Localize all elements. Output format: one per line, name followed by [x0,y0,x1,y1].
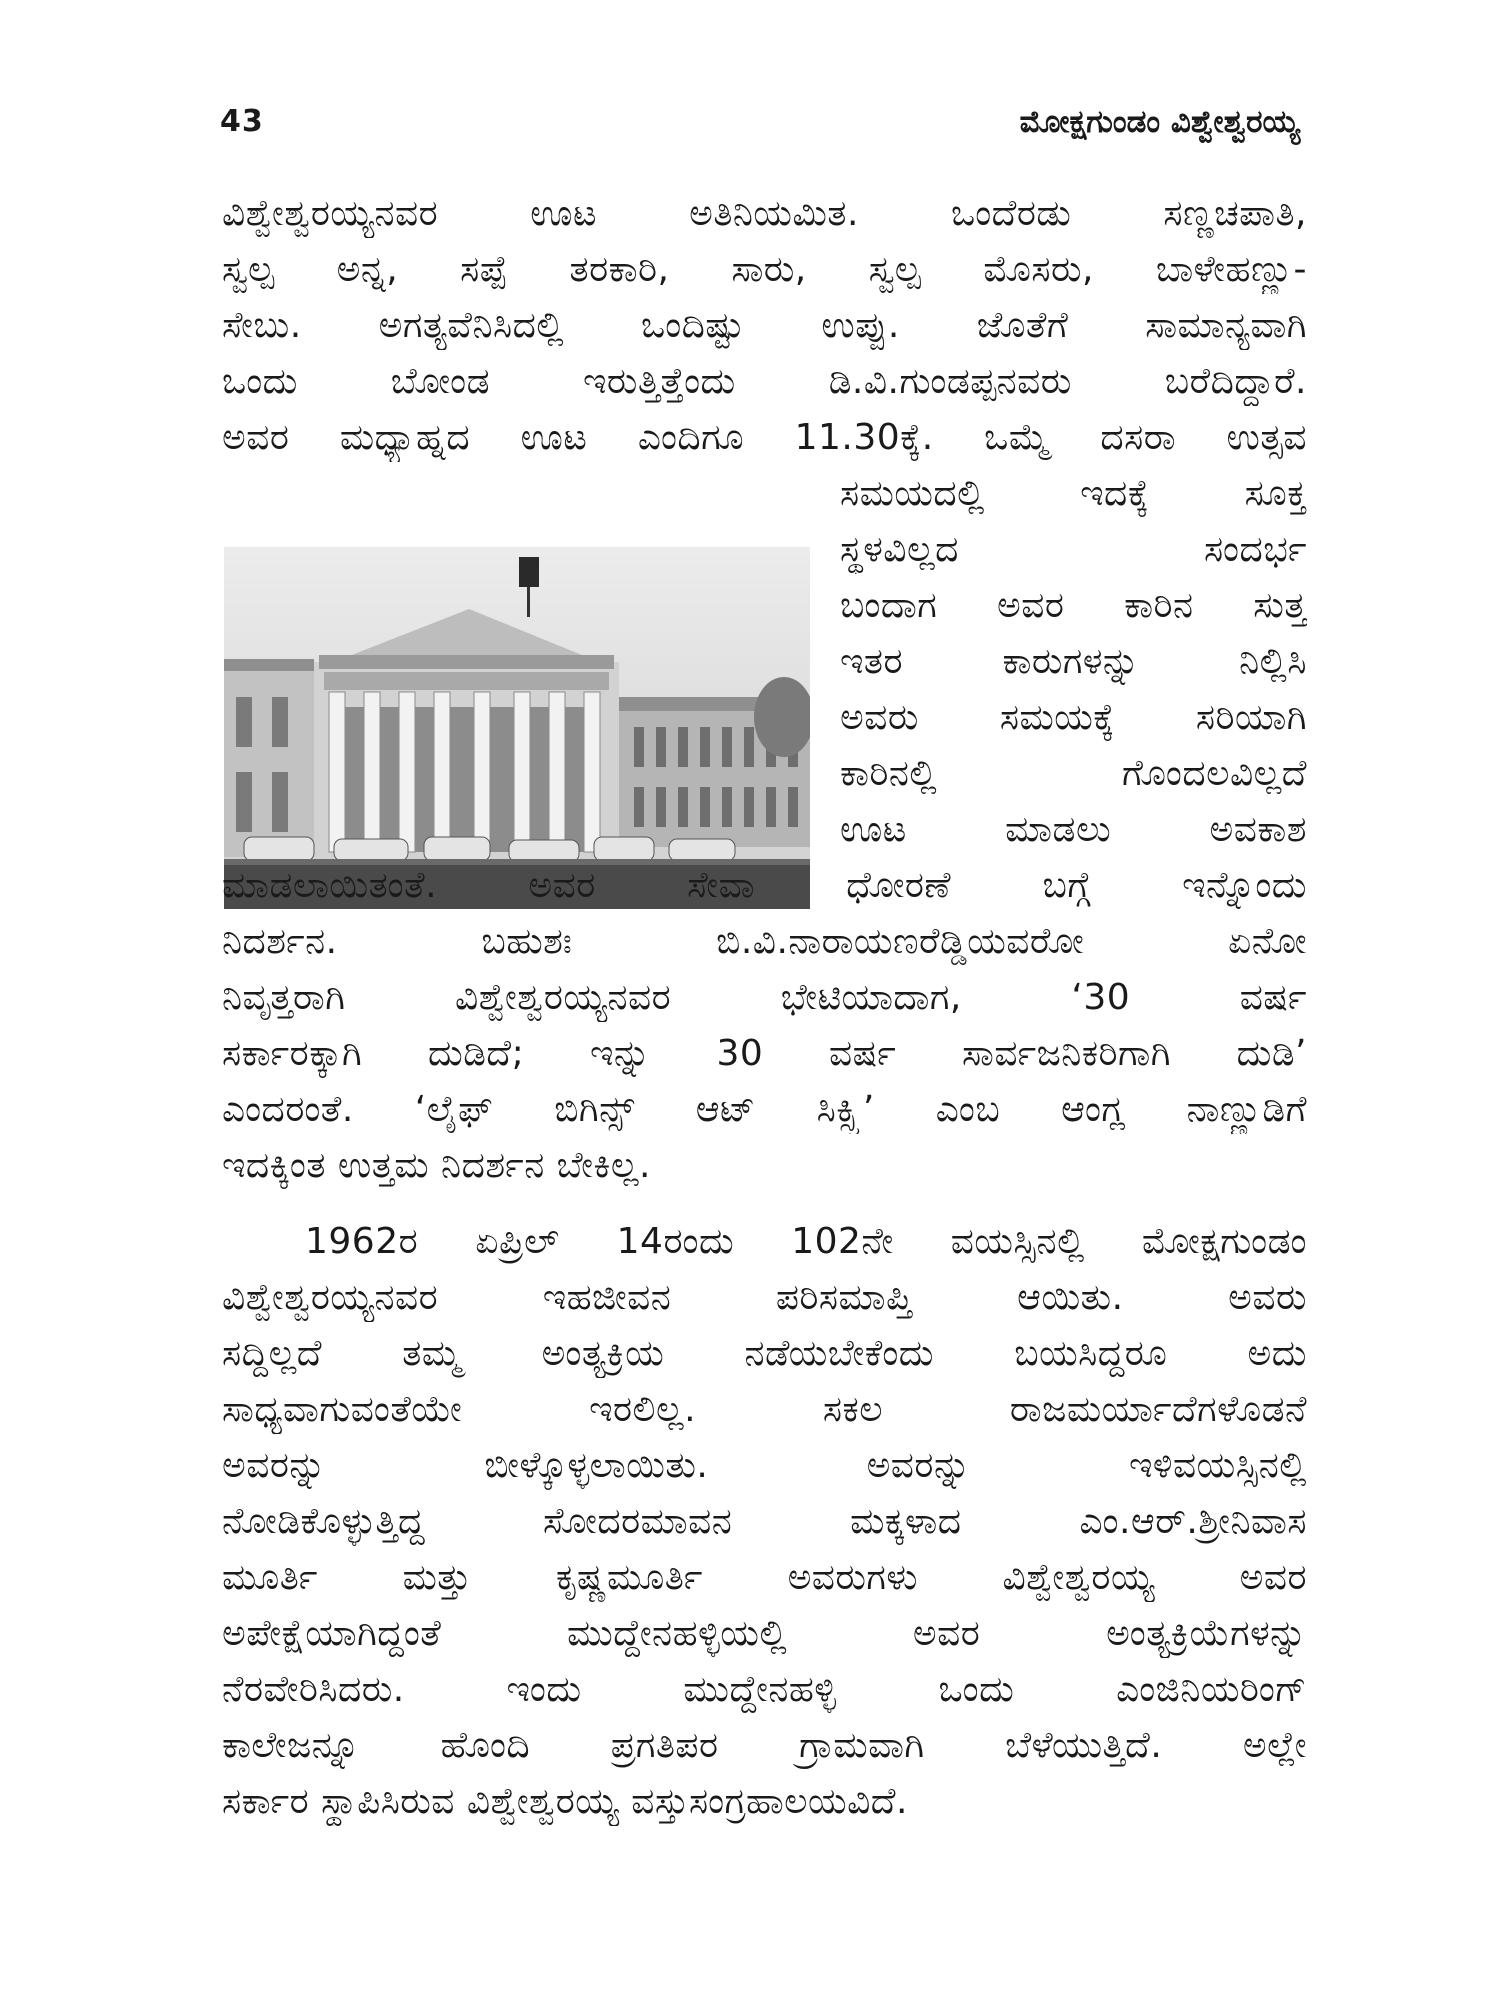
body-line: ಸೇಬು. ಅಗತ್ಯವೆನಿಸಿದಲ್ಲಿ ಒಂದಿಷ್ಟು ಉಪ್ಪು. ಜೊತೆಗೆ ಸಾಮಾನ್ಯವಾಗಿ [222,305,1307,346]
body-line: ಕಾಲೇಜನ್ನೂ ಹೊಂದಿ ಪ್ರಗತಿಪರ ಗ್ರಾಮವಾಗಿ ಬೆಳೆಯುತ್ತಿದೆ. ಅಲ್ಲೇ [222,1725,1307,1766]
body-line: ಊಟ ಮಾಡಲು ಅವಕಾಶ [840,809,1307,850]
running-title: ಮೋಕ್ಷಗುಂಡಂ ವಿಶ್ವೇಶ್ವರಯ್ಯ [1019,104,1300,140]
body-line: ಕಾರಿನಲ್ಲಿ ಗೊಂದಲವಿಲ್ಲದೆ [840,753,1307,794]
body-line: ಮಾಡಲಾಯಿತಂತೆ. ಅವರ ಸೇವಾ ಧೋರಣೆ ಬಗ್ಗೆ ಇನ್ನೊಂದು [222,865,1307,906]
body-line: ಅಪೇಕ್ಷೆಯಾಗಿದ್ದಂತೆ ಮುದ್ದೇನಹಳ್ಳಿಯಲ್ಲಿ ಅವರ ಅಂತ್ಯಕ್ರಿಯೆಗಳನ್ನು [222,1613,1307,1654]
body-line: ಮೂರ್ತಿ ಮತ್ತು ಕೃಷ್ಣಮೂರ್ತಿ ಅವರುಗಳು ವಿಶ್ವೇಶ್ವರಯ್ಯ ಅವರ [222,1557,1307,1598]
body-line: ಒಂದು ಬೋಂಡ ಇರುತ್ತಿತ್ತೆಂದು ಡಿ.ವಿ.ಗುಂಡಪ್ಪನವರು ಬರೆದಿದ್ದಾರೆ. [222,361,1307,402]
body-line: ಅವರು ಸಮಯಕ್ಕೆ ಸರಿಯಾಗಿ [840,697,1307,738]
body-line: ಸದ್ದಿಲ್ಲದೆ ತಮ್ಮ ಅಂತ್ಯಕ್ರಿಯ ನಡೆಯಬೇಕೆಂದು ಬಯಸಿದ್ದರೂ ಅದು [222,1333,1307,1374]
body-line: ನಿವೃತ್ತರಾಗಿ ವಿಶ್ವೇಶ್ವರಯ್ಯನವರ ಭೇಟಿಯಾದಾಗ, ‘30 ವರ್ಷ [222,977,1307,1018]
body-line: ನೆರವೇರಿಸಿದರು. ಇಂದು ಮುದ್ದೇನಹಳ್ಳಿ ಒಂದು ಎಂಜಿನಿಯರಿಂಗ್ [222,1669,1307,1710]
page-header [220,104,1300,154]
body-line: ಸರ್ಕಾರಕ್ಕಾಗಿ ದುಡಿದೆ; ಇನ್ನು 30 ವರ್ಷ ಸಾರ್ವಜನಿಕರಿಗಾಗಿ ದುಡಿ’ [222,1033,1307,1074]
body-line: ಎಂದರಂತೆ. ‘ಲೈಫ್ ಬಿಗಿನ್ಸ್ ಆಟ್ ಸಿಕ್ಸ್ಟಿ’ ಎಂಬ ಆಂಗ್ಲ ನಾಣ್ಣುಡಿಗೆ [222,1089,1307,1130]
body-line-indented: 1962ರ ಏಪ್ರಿಲ್ 14ರಂದು 102ನೇ ವಯಸ್ಸಿನಲ್ಲಿ ಮೋಕ್ಷಗುಂಡಂ [305,1221,1307,1262]
body-line: ಅವರನ್ನು ಬೀಳ್ಕೊಳ್ಳಲಾಯಿತು. ಅವರನ್ನು ಇಳಿವಯಸ್ಸಿನಲ್ಲಿ [222,1445,1307,1486]
body-line: ಸ್ಥಳವಿಲ್ಲದ ಸಂದರ್ಭ [840,529,1307,570]
body-line: ಸರ್ಕಾರ ಸ್ಥಾಪಿಸಿರುವ ವಿಶ್ವೇಶ್ವರಯ್ಯ ವಸ್ತುಸಂಗ್ರಹಾಲಯವಿದೆ. [222,1781,908,1822]
body-line: ಸಮಯದಲ್ಲಿ ಇದಕ್ಕೆ ಸೂಕ್ತ [840,473,1307,514]
body-line: ಸಾಧ್ಯವಾಗುವಂತೆಯೇ ಇರಲಿಲ್ಲ. ಸಕಲ ರಾಜಮರ್ಯಾದೆಗಳೊಡನೆ [222,1389,1307,1430]
body-line: ವಿಶ್ವೇಶ್ವರಯ್ಯನವರ ಊಟ ಅತಿನಿಯಮಿತ. ಒಂದೆರಡು ಸಣ್ಣಚಪಾತಿ, [222,193,1307,234]
body-line: ನಿದರ್ಶನ. ಬಹುಶಃ ಬಿ.ವಿ.ನಾರಾಯಣರೆಡ್ಡಿಯವರೋ ಏನೋ [222,921,1307,962]
body-line: ಇದಕ್ಕಿಂತ ಉತ್ತಮ ನಿದರ್ಶನ ಬೇಕಿಲ್ಲ. [222,1145,651,1186]
body-line: ವಿಶ್ವೇಶ್ವರಯ್ಯನವರ ಇಹಜೀವನ ಪರಿಸಮಾಪ್ತಿ ಆಯಿತು. ಅವರು [222,1277,1307,1318]
body-line: ಸ್ವಲ್ಪ ಅನ್ನ, ಸಪ್ಪೆ ತರಕಾರಿ, ಸಾರು, ಸ್ವಲ್ಪ ಮೊಸರು, ಬಾಳೇಹಣ್ಣು- [222,249,1307,290]
page-number: 43 [220,104,264,139]
body-line: ನೋಡಿಕೊಳ್ಳುತ್ತಿದ್ದ ಸೋದರಮಾವನ ಮಕ್ಕಳಾದ ಎಂ.ಆರ್.ಶ್ರೀನಿವಾಸ [222,1501,1307,1542]
building-photograph [224,547,810,909]
body-line: ಅವರ ಮಧ್ಯಾಹ್ನದ ಊಟ ಎಂದಿಗೂ 11.30ಕ್ಕೆ. ಒಮ್ಮೆ ದಸರಾ ಉತ್ಸವ [222,417,1307,458]
body-line: ಇತರ ಕಾರುಗಳನ್ನು ನಿಲ್ಲಿಸಿ [840,641,1307,682]
body-line: ಬಂದಾಗ ಅವರ ಕಾರಿನ ಸುತ್ತ [840,585,1307,626]
